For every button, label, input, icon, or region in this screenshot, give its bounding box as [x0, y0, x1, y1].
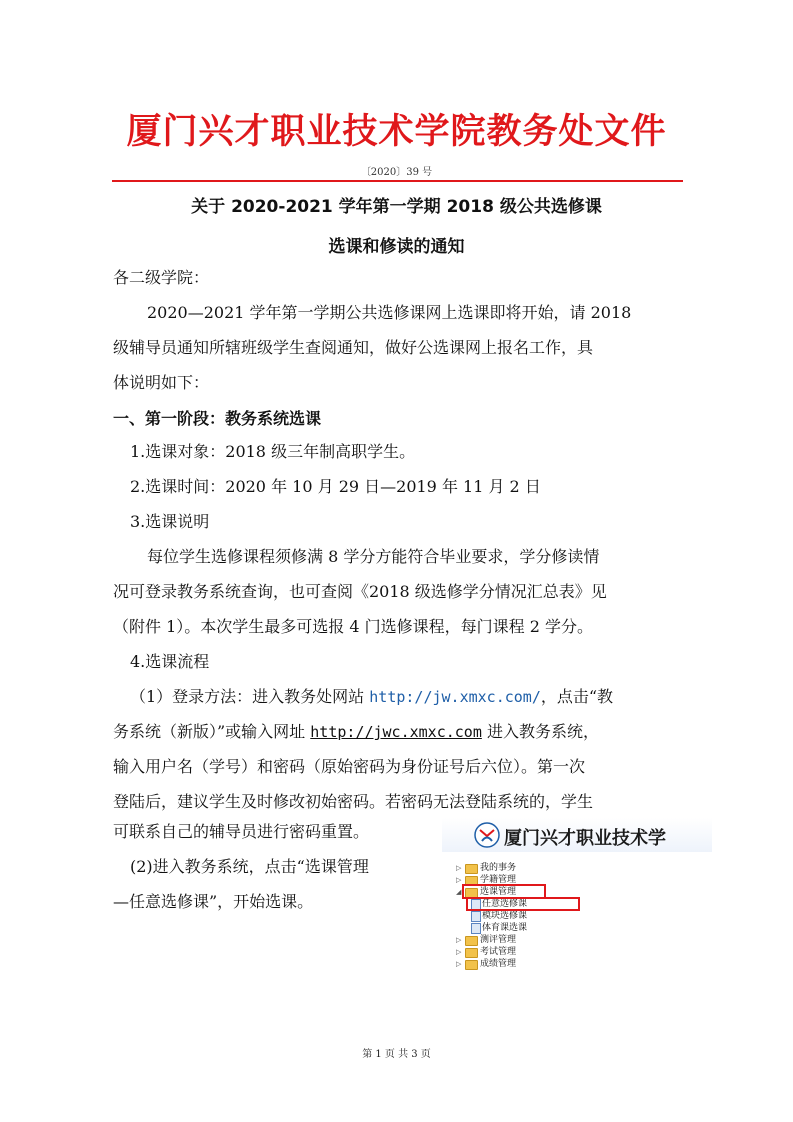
menu-item-label: 我的事务 — [480, 863, 517, 873]
item-2-time: 2.选课时间：2020 年 10 月 29 日—2019 年 11 月 2 日 — [130, 477, 541, 496]
highlight-box-elective-course — [466, 897, 580, 911]
menu-item-label: 任意选修课 — [482, 899, 528, 909]
menu-item-grades[interactable] — [442, 958, 712, 970]
menu-item-module-courses[interactable] — [442, 910, 712, 922]
item-1-target: 1.选课对象：2018 级三年制高职学生。 — [130, 442, 416, 461]
folder-icon — [465, 864, 478, 874]
document-number: 〔2020〕39 号 — [360, 167, 433, 178]
expand-arrow-icon: ▷ — [456, 876, 462, 884]
page-footer: 第 1 页 共 3 页 — [362, 1049, 431, 1060]
menu-item-label: 测评管理 — [480, 935, 517, 945]
screenshot-banner-title: 厦门兴才职业技术学 — [504, 828, 666, 849]
menu-item-my-affairs[interactable] — [442, 862, 712, 874]
item-4-process-heading: 4.选课流程 — [130, 652, 210, 671]
section-1-heading: 一、第一阶段：教务系统选课 — [113, 409, 322, 428]
folder-icon — [465, 936, 478, 946]
expand-arrow-icon: ▷ — [456, 936, 462, 944]
step-1-line-4: 登陆后，建议学生及时修改初始密码。若密码无法登陆系统的，学生 — [113, 792, 594, 811]
notice-title-line-1: 关于 2020-2021 学年第一学期 2018 级公共选修课 — [191, 197, 602, 217]
academic-affairs-website-link[interactable]: http://jw.xmxc.com/ — [369, 688, 541, 706]
header-divider — [112, 180, 683, 182]
system-menu-screenshot — [442, 818, 712, 980]
step-1-line-2 — [113, 722, 599, 742]
academic-system-url-link[interactable]: http://jwc.xmxc.com — [310, 723, 482, 741]
college-logo-icon — [474, 822, 500, 848]
collapse-arrow-icon: ◢ — [456, 888, 462, 896]
expand-arrow-icon: ▷ — [456, 960, 462, 968]
menu-item-label: 成绩管理 — [480, 959, 517, 969]
intro-line-3: 体说明如下： — [113, 373, 210, 392]
item-3-note-heading: 3.选课说明 — [130, 512, 210, 531]
step-1-line-2-a: 务系统（新版）”或输入网址 — [113, 722, 311, 741]
document-header-title: 厦门兴才职业技术学院教务处文件 — [126, 112, 667, 152]
salutation: 各二级学院： — [113, 268, 210, 287]
menu-item-exams[interactable] — [442, 946, 712, 958]
page-icon — [471, 911, 481, 922]
step-2-line-2: —任意选修课”，开始选课。 — [113, 892, 314, 911]
step-2-line-1: (2)进入教务系统，点击“选课管理 — [130, 857, 369, 876]
menu-item-label: 体育课选课 — [482, 923, 528, 933]
page-icon — [471, 923, 481, 934]
menu-item-evaluation[interactable] — [442, 934, 712, 946]
folder-icon — [465, 960, 478, 970]
step-1-middle: ，点击“教 — [540, 687, 614, 706]
step-1-line-2-b: 进入教务系统， — [481, 722, 599, 741]
step-1-line-3: 输入用户名（学号）和密码（原始密码为身份证号后六位）。第一次 — [113, 757, 586, 776]
menu-item-label: 考试管理 — [480, 947, 517, 957]
step-1-line-1 — [130, 687, 613, 707]
credit-note-line-2: 况可登录教务系统查询，也可查阅《2018 级选修学分情况汇总表》见 — [113, 582, 607, 601]
menu-item-label: 学籍管理 — [480, 875, 517, 885]
step-1-prefix: （1）登录方法：进入教务处网站 — [130, 687, 370, 706]
intro-line-2: 级辅导员通知所辖班级学生查阅通知，做好公选课网上报名工作，具 — [113, 338, 594, 357]
step-1-line-5: 可联系自己的辅导员进行密码重置。 — [113, 822, 370, 841]
menu-item-label: 模块选修课 — [482, 911, 528, 921]
notice-title-line-2: 选课和修读的通知 — [328, 237, 465, 257]
credit-note-line-1: 每位学生选修课程须修满 8 学分方能符合毕业要求，学分修读情 — [147, 547, 600, 566]
folder-icon — [465, 948, 478, 958]
menu-item-pe-courses[interactable] — [442, 922, 712, 934]
expand-arrow-icon: ▷ — [456, 948, 462, 956]
credit-note-line-3: （附件 1）。本次学生最多可选报 4 门选修课程，每门课程 2 学分。 — [113, 617, 593, 636]
expand-arrow-icon: ▷ — [456, 864, 462, 872]
menu-item-label: 选课管理 — [480, 887, 517, 897]
intro-line-1: 2020—2021 学年第一学期公共选修课网上选课即将开始，请 2018 — [147, 303, 632, 322]
